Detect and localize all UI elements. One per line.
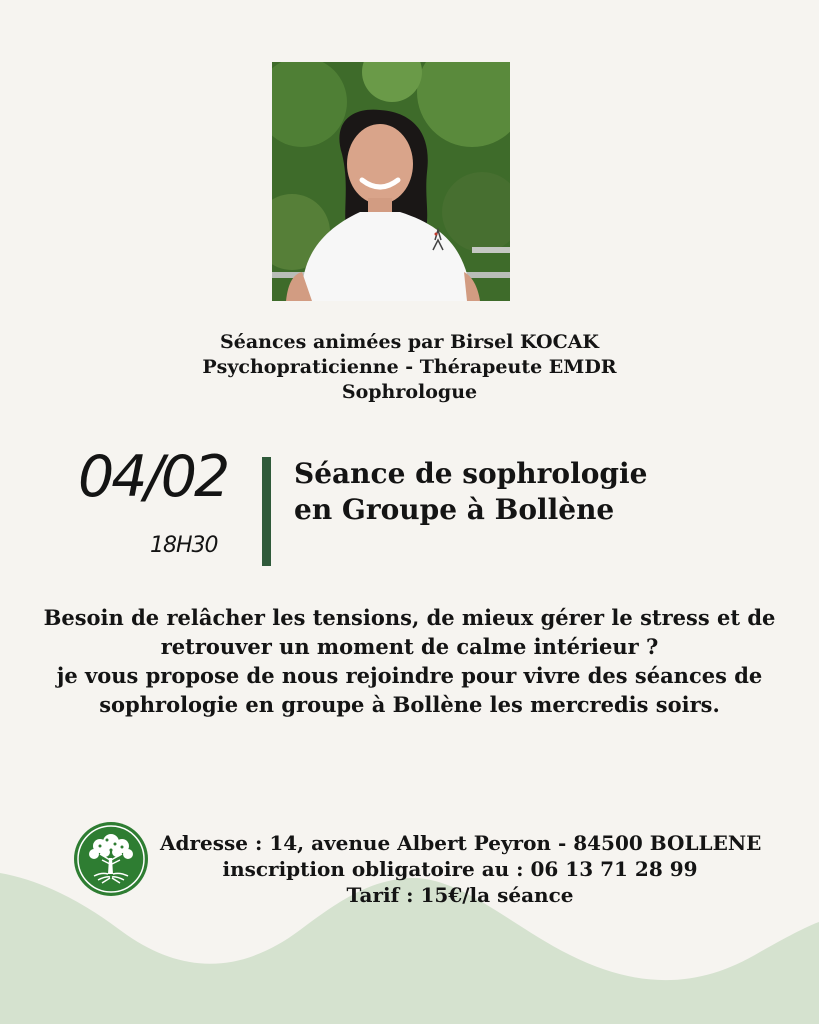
vertical-divider — [262, 457, 271, 566]
presenter-photo — [272, 62, 510, 301]
event-time: 18H30 — [150, 533, 218, 558]
tree-of-life-icon — [72, 820, 150, 898]
event-title — [294, 456, 774, 528]
description-line-1: Besoin de relâcher les tensions, de mieux gérer le stress et de — [43, 605, 776, 630]
address-text: Adresse : 14, avenue Albert Peyron - 84500 BOLLENE — [160, 831, 762, 855]
registration-phone: inscription obligatoire au : 06 13 71 28 99 — [222, 857, 698, 881]
presenter-role: Sophrologue — [341, 381, 478, 403]
event-description — [0, 603, 819, 719]
event-title-line-2: en Groupe à Bollène — [294, 493, 615, 526]
description-line-3: je vous propose de nous rejoindre pour vivre des séances de — [56, 663, 763, 688]
presenter-title: Psychopraticienne - Thérapeute EMDR — [202, 356, 617, 378]
contact-info — [160, 830, 760, 908]
description-line-4: sophrologie en groupe à Bollène les mercredis soirs. — [99, 692, 720, 717]
price-text: Tarif : 15€/la séance — [346, 883, 574, 907]
event-date: 04/02 — [78, 444, 228, 510]
event-title-line-1: Séance de sophrologie — [294, 457, 648, 490]
presenter-info — [0, 330, 819, 405]
presenter-name: Séances animées par Birsel KOCAK — [220, 331, 599, 353]
description-line-2: retrouver un moment de calme intérieur ? — [160, 634, 659, 659]
